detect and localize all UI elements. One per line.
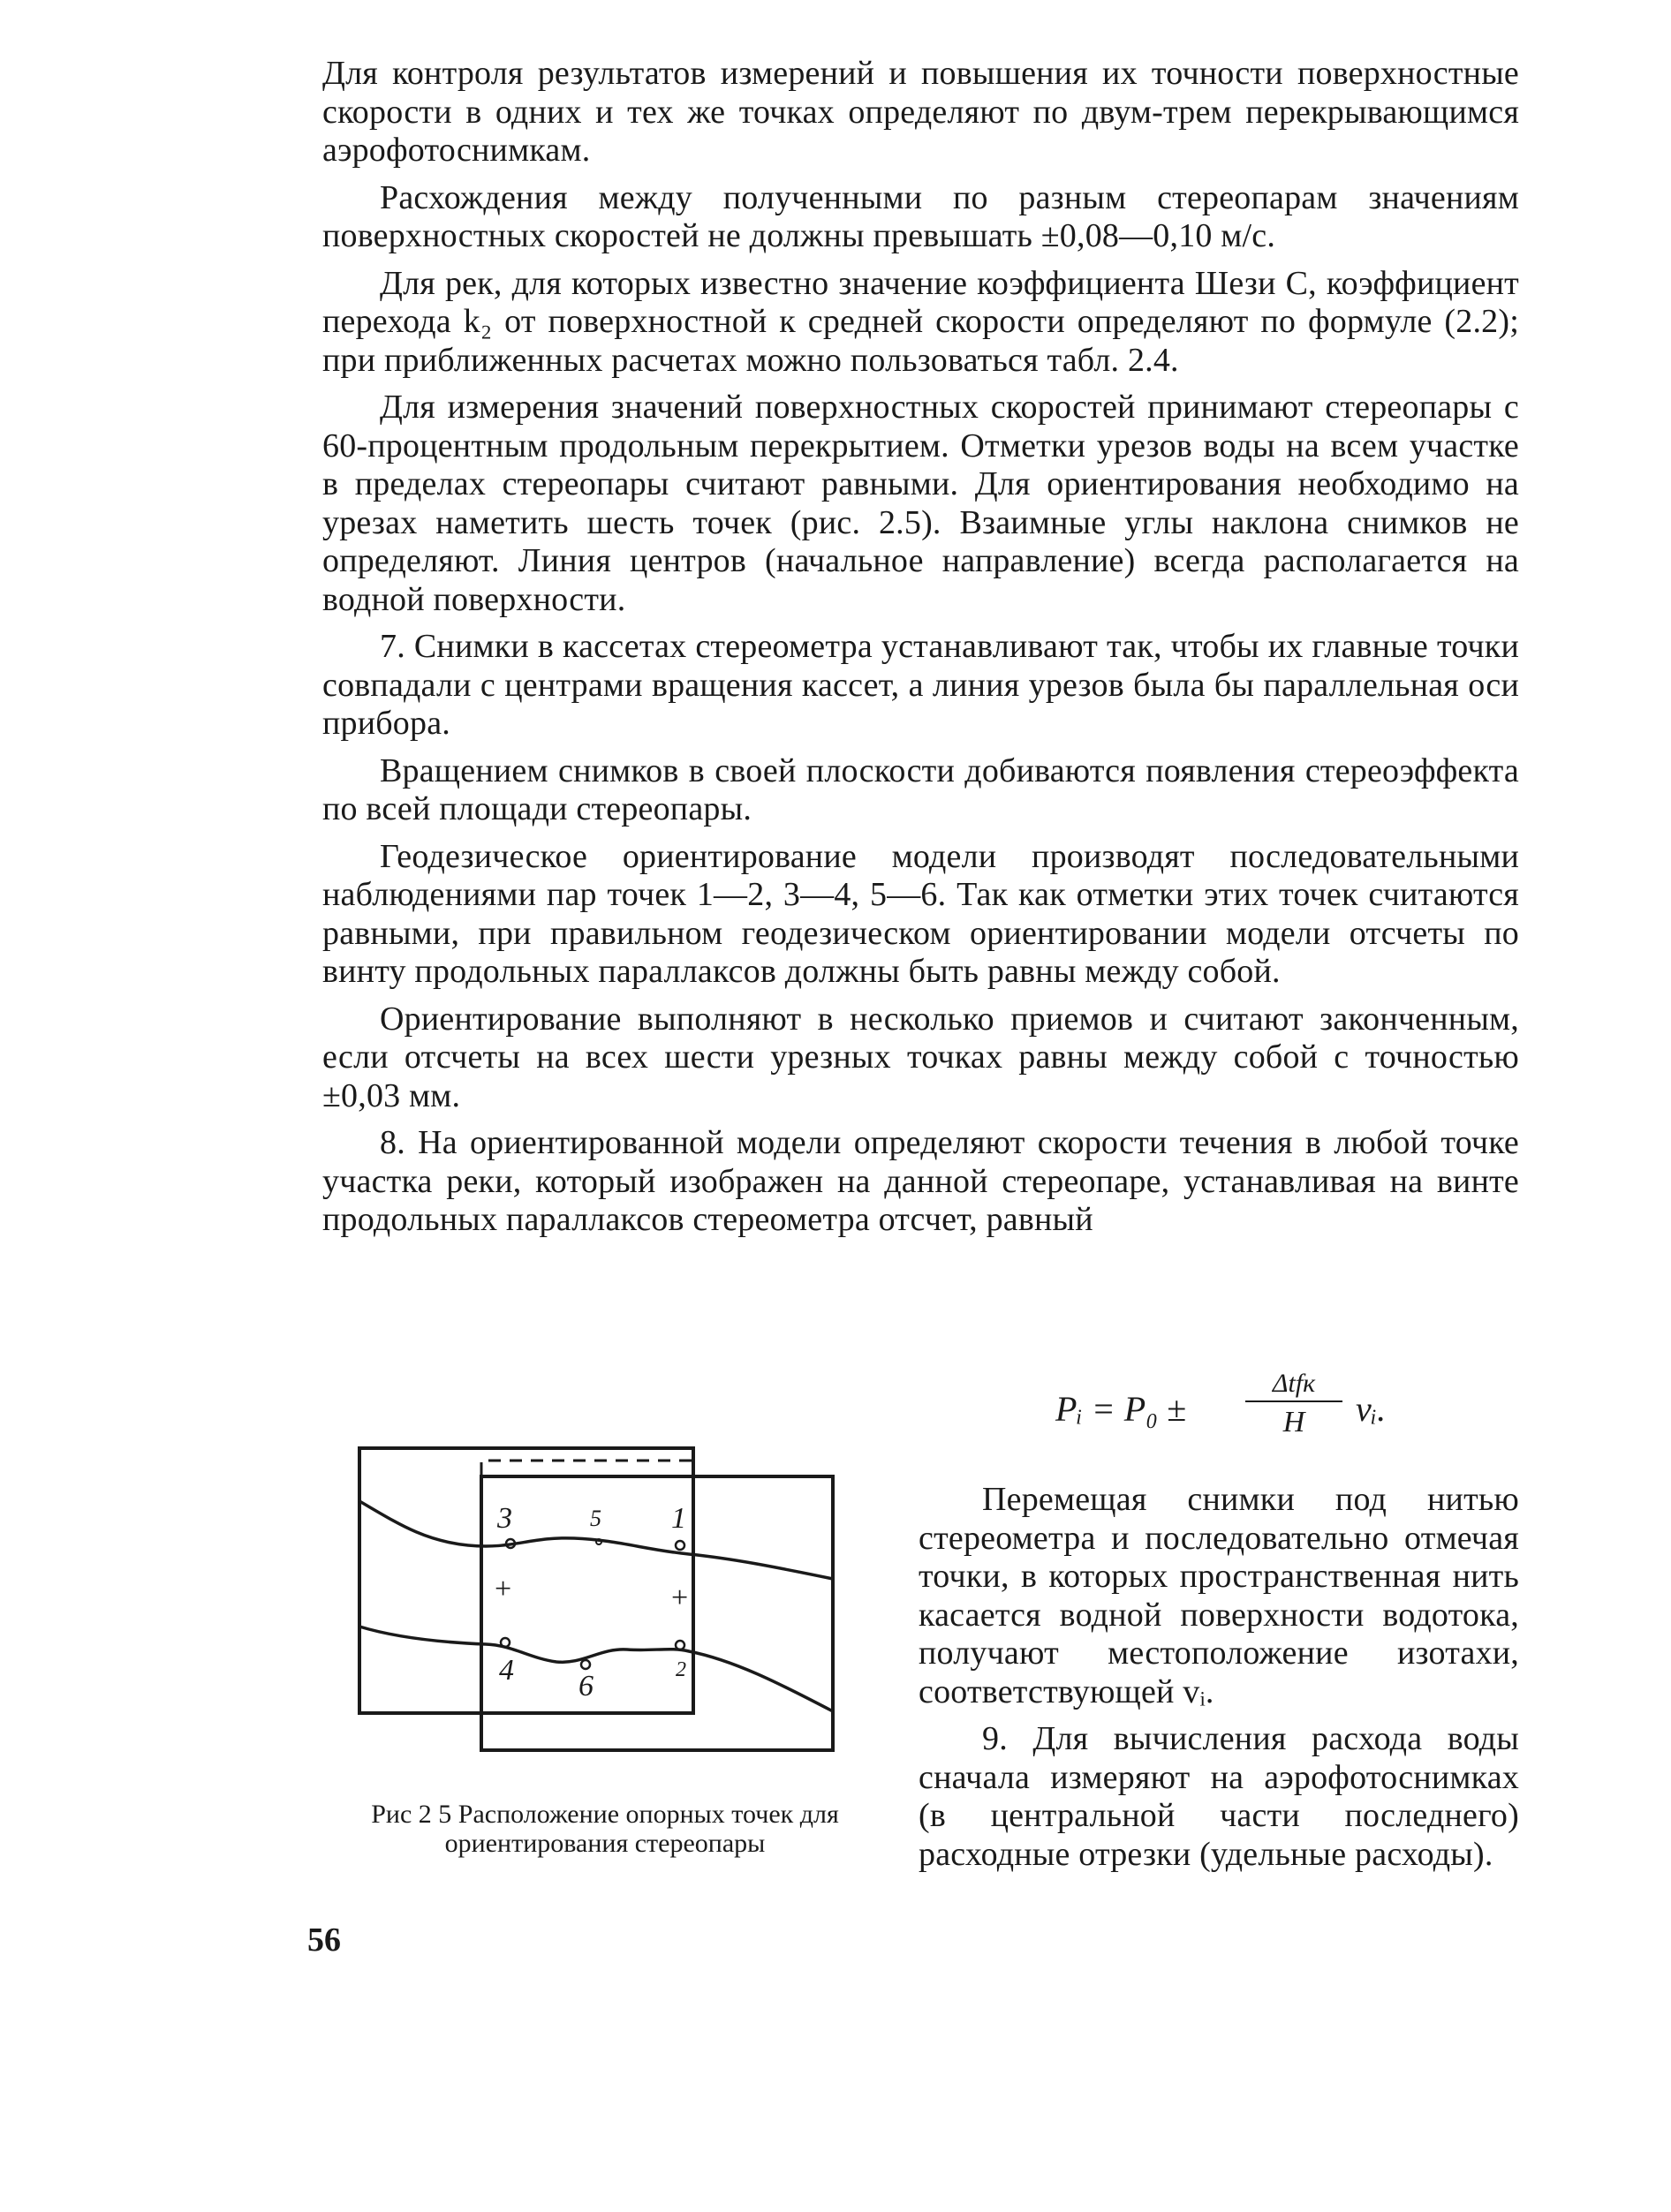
paragraph: 8. На ориентированной модели определяют скорости течения в любой точке участка реки, который изображен на данной стереопаре, устанавливая на винте продольных параллаксов стереометра отсчет, равный xyxy=(322,1124,1519,1238)
figure-caption: Рис 2 5 Расположение опорных точек для ориентирования стереопары xyxy=(371,1800,839,1858)
figure-2-5 xyxy=(353,1439,848,1775)
formula-numerator: Δtfк xyxy=(1245,1369,1342,1402)
formula-fraction xyxy=(1245,1369,1342,1439)
point-label: 1 xyxy=(671,1502,686,1535)
paragraph: Перемещая снимки под нитью стереометра и последовательно отмечая точки, в которых пространственная нить касается водной поверхности водотока, получают местоположение изотахи, соответствующей vᵢ. xyxy=(919,1481,1519,1710)
point-marker xyxy=(676,1641,684,1650)
center-mark: + xyxy=(671,1582,689,1614)
point-label: 6 xyxy=(578,1670,594,1702)
formula xyxy=(1055,1369,1426,1457)
paragraph: Для контроля результатов измерений и повышения их точности поверхностные скорости в одних и тех же точках определяют по двум-трем перекрывающимся аэрофотоснимкам. xyxy=(322,55,1519,169)
page-number: 56 xyxy=(307,1921,341,1959)
point-label: 2 xyxy=(676,1658,686,1681)
paragraph: 7. Снимки в кассетах стереометра устанавливают так, чтобы их главные точки совпадали с центрами вращения кассет, а линия урезов была бы параллельная оси прибора. xyxy=(322,628,1519,742)
center-mark: + xyxy=(495,1573,512,1605)
point-marker xyxy=(676,1541,684,1550)
paragraph: Для измерения значений поверхностных скоростей принимают стереопары с 60-процентным продольным перекрытием. Отметки урезов воды на всем участке в пределах стереопары считают равными. Для ориентирования необходимо на урезах наметить шесть точек (рис. 2.5). Взаимные углы наклона снимков не определяют. Линия центров (начальное направление) всегда располагается на водной поверхности. xyxy=(322,389,1519,618)
paragraph: Для рек, для которых известно значение коэффициента Шези C, коэффициент перехода k₂ от поверхностной к средней скорости определяют по формуле (2.2); при приближенных расчетах можно пользоваться табл. 2.4. xyxy=(322,264,1519,379)
paragraph: Ориентирование выполняют в несколько приемов и считают законченным, если отсчеты на всех шести урезных точках равны между собой с точностью ±0,03 мм. xyxy=(322,1000,1519,1114)
paragraph: 9. Для вычисления расхода воды сначала измеряют на аэрофотоснимках (в центральной части последнего) расходные отрезки (удельные расходы). xyxy=(919,1720,1519,1873)
formula-denominator: H xyxy=(1282,1406,1305,1438)
point-label: 4 xyxy=(499,1654,514,1687)
overlap-region xyxy=(481,1461,693,1475)
formula-lhs: Pᵢ = P₀ ± xyxy=(1055,1389,1187,1429)
right-column-text xyxy=(919,1481,1519,1883)
lower-shoreline xyxy=(359,1627,833,1711)
point-label: 3 xyxy=(497,1502,512,1535)
paragraph: Геодезическое ориентирование модели производят последовательными наблюдениями пар точек 1—2, 3—4, 5—6. Так как отметки этих точек считаются равными, при правильном геодезическом ориентировании модели отсчеты по винту продольных параллаксов должны быть равны между собой. xyxy=(322,837,1519,990)
paragraph: Вращением снимков в своей плоскости добиваются появления стереоэффекта по всей площади стереопары. xyxy=(322,751,1519,827)
formula-rhs: vᵢ. xyxy=(1356,1389,1387,1429)
point-label: 5 xyxy=(590,1506,601,1531)
right-photo-frame xyxy=(481,1476,833,1750)
left-photo-frame xyxy=(359,1448,693,1713)
point-marker xyxy=(581,1660,590,1669)
paragraph: Расхождения между полученными по разным стереопарам значениям поверхностных скоростей не должны превышать ±0,08—0,10 м/с. xyxy=(322,178,1519,254)
main-text xyxy=(322,55,1519,1249)
